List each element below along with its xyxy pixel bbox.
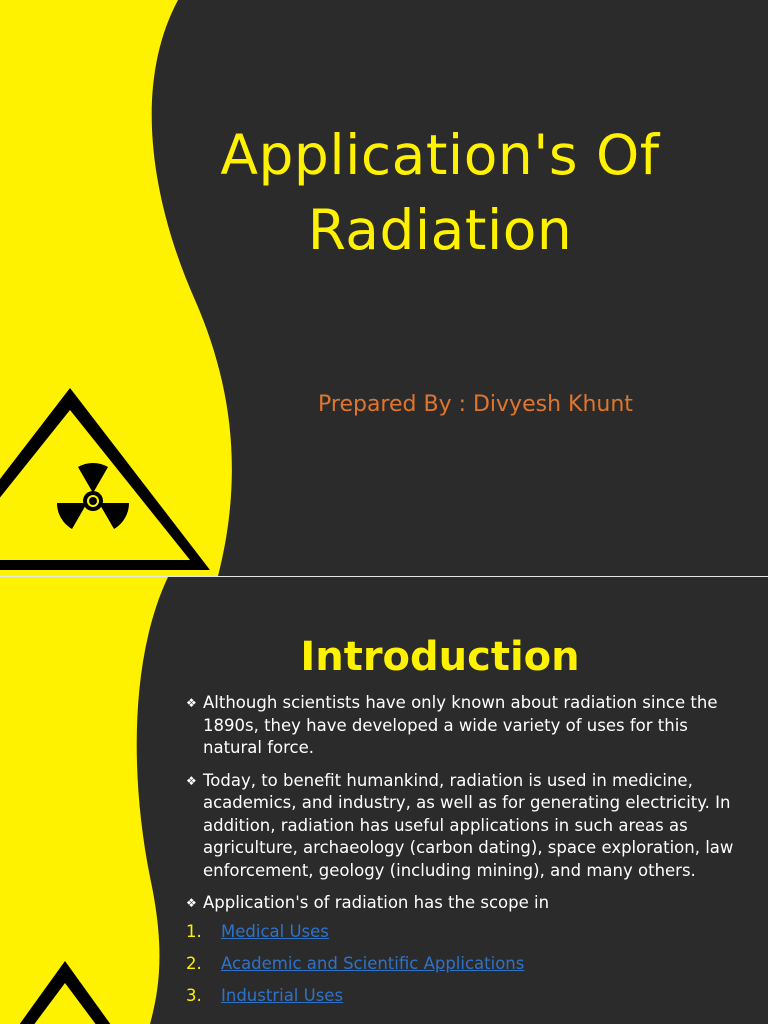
introduction-title: Introduction — [300, 634, 580, 680]
industrial-uses-link[interactable]: Industrial Uses — [221, 986, 344, 1005]
item-number: 3. — [186, 986, 202, 1005]
slide-subtitle: Prepared By : Divyesh Khunt — [318, 392, 633, 417]
radiation-hazard-icon — [0, 957, 170, 1024]
bullet-list — [186, 692, 746, 925]
item-number: 1. — [186, 922, 202, 941]
bullet-item — [186, 892, 746, 915]
bullet-text: Application's of radiation has the scope in — [203, 893, 550, 912]
bullet-text: Today, to benefit humankind, radiation is used in medicine, academics, and industry, as well as for generating electricity. In addition, radiation has useful applications in such areas as agriculture, archaeology (carbon dating), space exploration, law enforcement, geology (including mining), and many others. — [203, 770, 734, 880]
academic-scientific-link[interactable]: Academic and Scientific Applications — [221, 954, 525, 973]
bullet-diamond-icon: ❖ — [186, 696, 197, 710]
bullet-item — [186, 692, 746, 760]
medical-uses-link[interactable]: Medical Uses — [221, 922, 329, 941]
bullet-diamond-icon: ❖ — [186, 773, 197, 788]
bullet-diamond-icon: ❖ — [186, 896, 197, 910]
bullet-item — [186, 770, 746, 883]
slide-title: Application's Of Radiation — [220, 123, 660, 262]
bullet-text: Although scientists have only known about radiation since the 1890s, they have developed a wide variety of uses for this natural force. — [203, 693, 718, 757]
item-number: 2. — [186, 954, 202, 973]
radiation-hazard-icon — [0, 380, 220, 576]
